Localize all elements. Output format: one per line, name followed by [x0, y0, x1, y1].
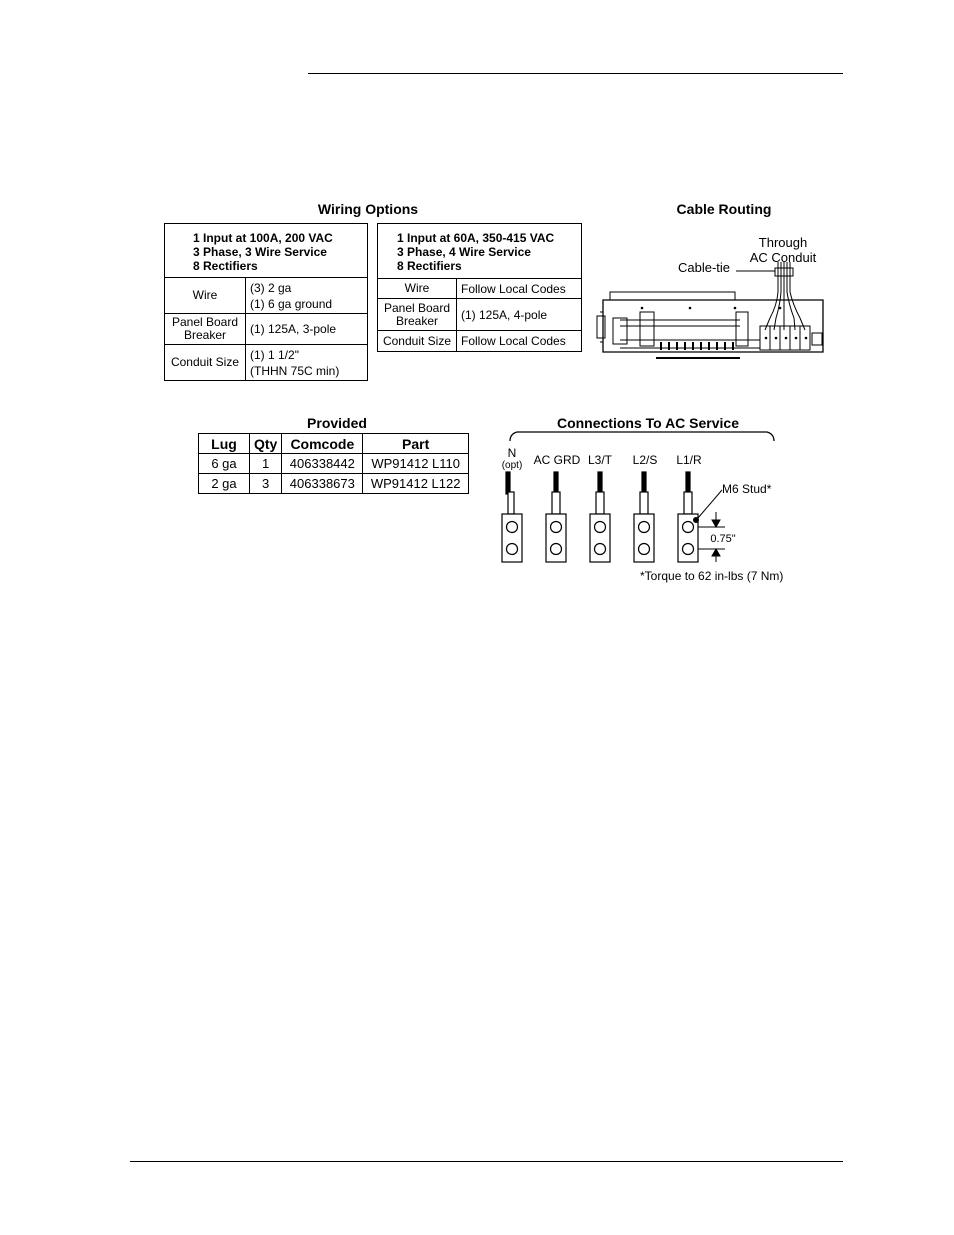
spacing-label: 0.75"	[710, 533, 736, 545]
table-cell: WP91412 L110	[363, 454, 469, 474]
wire-value-line: (3) 2 ga	[250, 280, 292, 295]
stud-label: M6 Stud*	[722, 482, 772, 496]
terminal-label-l3: L3/T	[587, 453, 612, 467]
column-header: Lug	[199, 434, 250, 454]
conduit-label: Conduit Size	[165, 345, 246, 381]
table-cell: 3	[250, 474, 282, 494]
column-header: Comcode	[282, 434, 363, 454]
breaker-value: (1) 125A, 3-pole	[246, 314, 368, 345]
header-line: 3 Phase, 4 Wire Service	[397, 245, 531, 259]
label-line: Through	[758, 235, 808, 250]
cable-routing-title: Cable Routing	[676, 201, 772, 217]
cable-tie-label: Cable-tie	[677, 260, 731, 275]
terminal-label-l2: L2/S	[632, 453, 658, 467]
breaker-label-line: Breaker	[395, 313, 439, 328]
conduit-label: Conduit Size	[378, 331, 457, 352]
terminal-name: N	[507, 446, 517, 460]
wire-value: Follow Local Codes	[457, 279, 582, 299]
breaker-label-line: Panel Board	[171, 315, 239, 329]
breaker-value: (1) 125A, 4-pole	[457, 299, 582, 331]
terminal-label-ac-grd: AC GRD	[533, 453, 581, 467]
header-line: 1 Input at 60A, 350-415 VAC	[397, 231, 555, 245]
table-cell: 406338442	[282, 454, 363, 474]
table-cell: WP91412 L122	[363, 474, 469, 494]
wire-value-line: (1) 6 ga ground	[250, 296, 333, 311]
column-header: Part	[363, 434, 469, 454]
conduit-value: Follow Local Codes	[457, 331, 582, 352]
conduit-value-line: (THHN 75C min)	[250, 363, 340, 378]
label-line: AC Conduit	[749, 250, 817, 265]
breaker-label-line: Breaker	[183, 328, 227, 342]
header-line: 1 Input at 100A, 200 VAC	[193, 230, 333, 245]
header-line: 3 Phase, 3 Wire Service	[193, 244, 327, 259]
terminal-lugs	[502, 472, 698, 562]
torque-note: *Torque to 62 in-lbs (7 Nm)	[640, 569, 784, 583]
table-cell: 406338673	[282, 474, 363, 494]
table-cell: 2 ga	[199, 474, 250, 494]
table-cell: 1	[250, 454, 282, 474]
terminal-sub: (opt)	[501, 460, 523, 471]
column-header: Qty	[250, 434, 282, 454]
header-line: 8 Rectifiers	[193, 258, 258, 273]
connections-title: Connections To AC Service	[556, 415, 740, 431]
terminal-label-l1: L1/R	[676, 453, 702, 467]
wiring-options-title: Wiring Options	[317, 201, 419, 217]
table-cell: 6 ga	[199, 454, 250, 474]
breaker-label-line: Panel Board	[383, 300, 451, 315]
wire-label: Wire	[165, 278, 246, 314]
wire-label: Wire	[378, 279, 457, 299]
header-line: 8 Rectifiers	[397, 259, 462, 273]
provided-title: Provided	[307, 415, 367, 431]
conduit-value-line: (1) 1 1/2"	[250, 347, 299, 362]
